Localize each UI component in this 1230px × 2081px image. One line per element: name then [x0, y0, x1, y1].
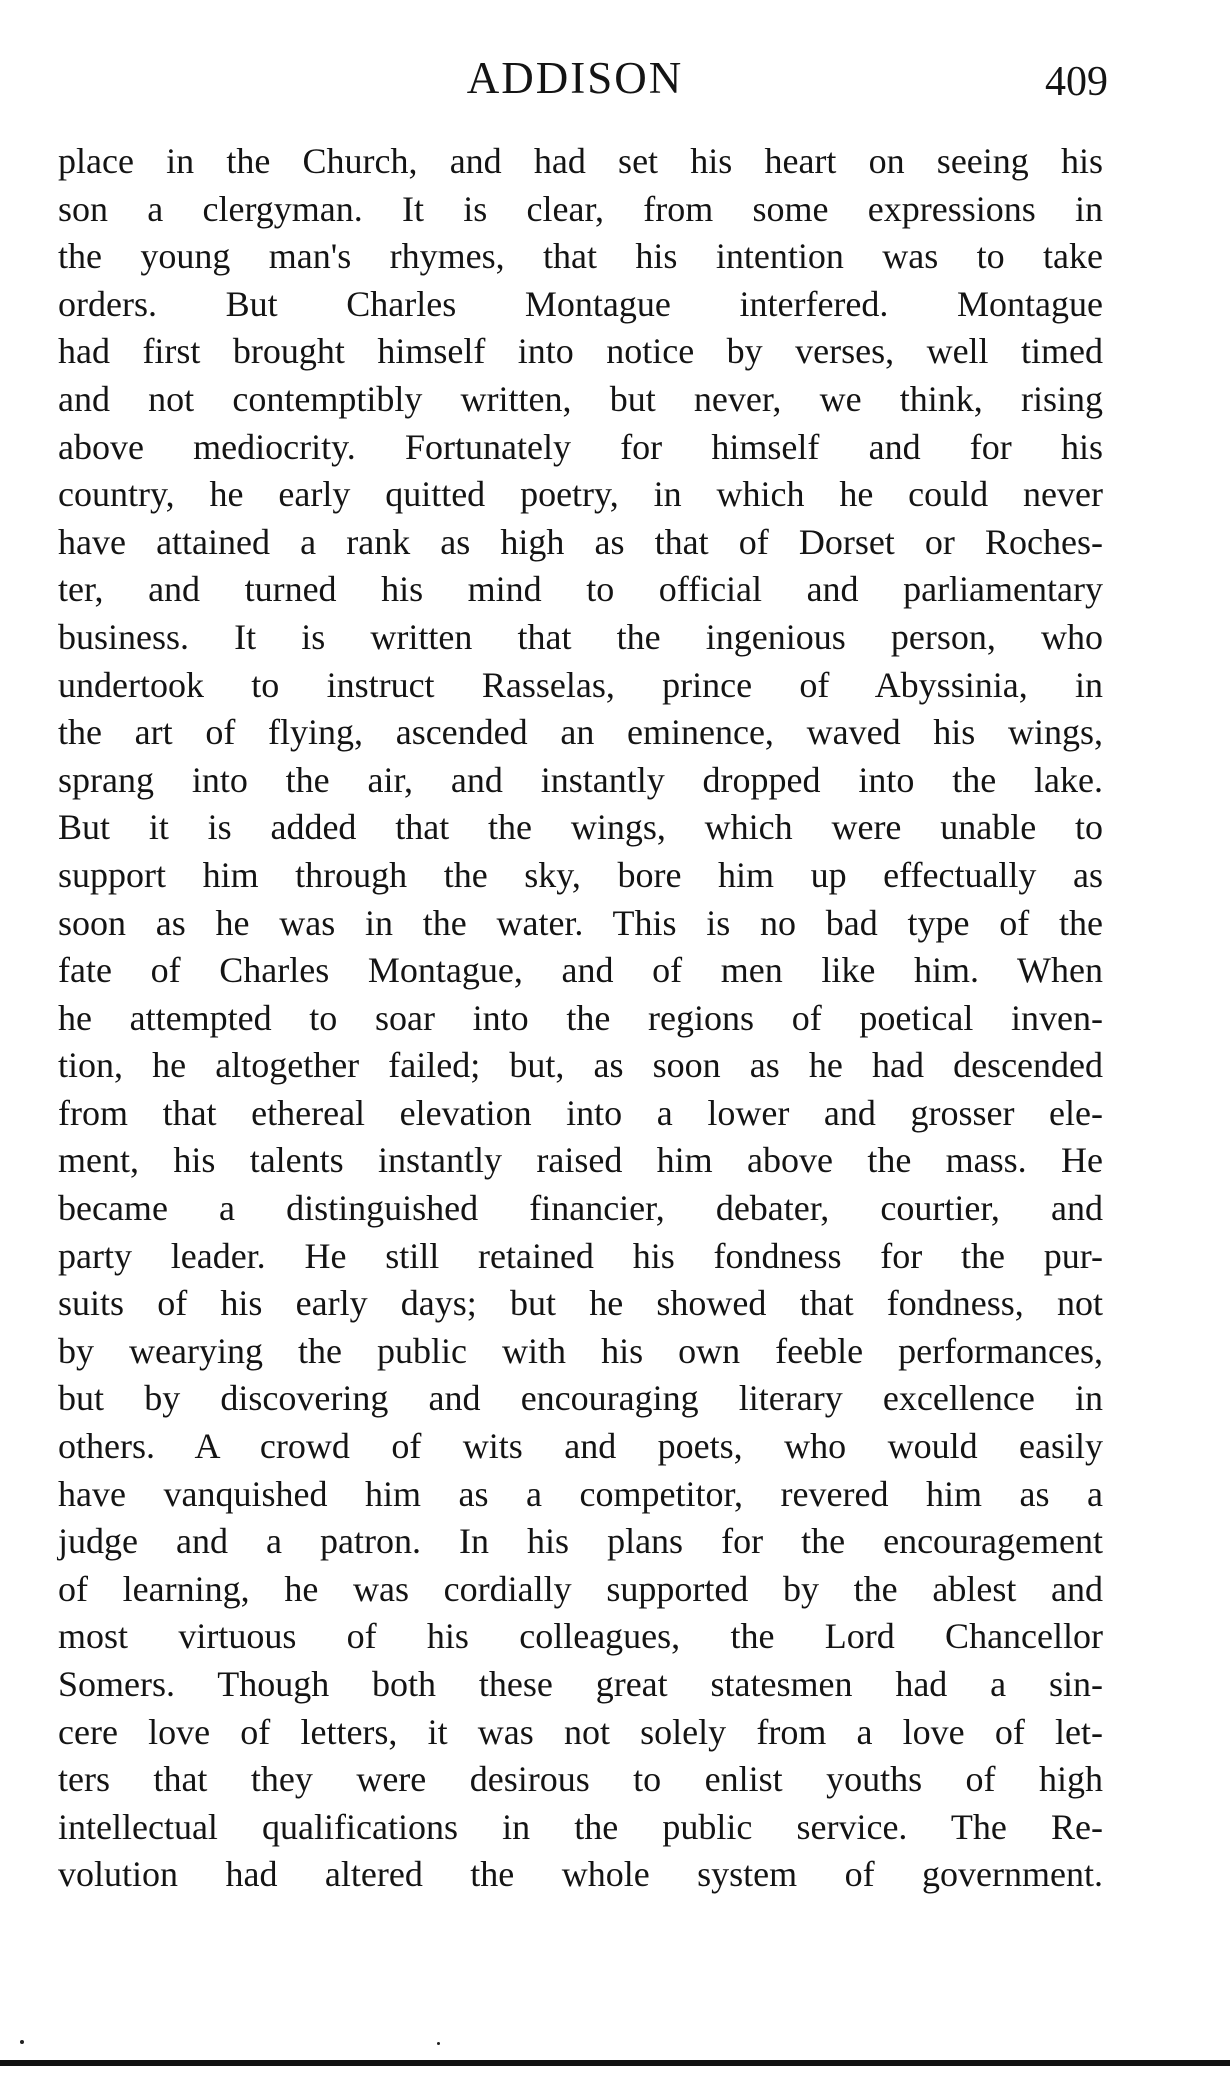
text-line: party leader. He still retained his fondness for the pur- [58, 1235, 1103, 1276]
text-line: But it is added that the wings, which were unable to [58, 807, 1103, 848]
text-line: became a distinguished financier, debater, courtier, and [58, 1188, 1103, 1229]
text-line: volution had altered the whole system of government. [58, 1854, 1103, 1895]
text-line: the young man's rhymes, that his intention was to take [58, 236, 1103, 277]
text-line: fate of Charles Montague, and of men like him. When [58, 950, 1103, 991]
text-line: Somers. Though both these great statesmen had a sin- [58, 1664, 1103, 1704]
text-line: of learning, he was cordially supported by the ablest and [58, 1568, 1103, 1609]
text-line: judge and a patron. In his plans for the encouragement [58, 1521, 1103, 1562]
running-head [0, 52, 1230, 112]
text-line: country, he early quitted poetry, in which he could never [58, 474, 1103, 515]
text-line: by wearying the public with his own feeble performances, [58, 1330, 1103, 1371]
text-line: ter, and turned his mind to official and parliamentary [58, 569, 1103, 610]
text-line: place in the Church, and had set his heart on seeing his [58, 141, 1103, 181]
text-line: suits of his early days; but he showed that fondness, not [58, 1283, 1103, 1324]
text-line: ment, his talents instantly raised him above the mass. He [58, 1140, 1103, 1181]
page-number: 409 [1045, 59, 1108, 105]
text-line: others. A crowd of wits and poets, who would easily [58, 1426, 1103, 1467]
text-line: sprang into the air, and instantly dropped into the lake. [58, 759, 1103, 800]
text-line: intellectual qualifications in the public service. The Re- [58, 1806, 1103, 1847]
text-line: had first brought himself into notice by verses, well timed [58, 331, 1103, 372]
bottom-rule [0, 2060, 1230, 2066]
text-line: cere love of letters, it was not solely from a love of let- [58, 1711, 1103, 1752]
text-line: undertook to instruct Rasselas, prince of Abyssinia, in [58, 664, 1103, 705]
text-line: have attained a rank as high as that of Dorset or Roches- [58, 521, 1103, 562]
print-speck [20, 2040, 24, 2044]
text-line: tion, he altogether failed; but, as soon as he had descended [58, 1045, 1103, 1086]
text-line: above mediocrity. Fortunately for himself and for his [58, 426, 1103, 467]
text-line: he attempted to soar into the regions of poetical inven- [58, 997, 1103, 1038]
text-line: but by discovering and encouraging literary excellence in [58, 1378, 1103, 1419]
print-speck [437, 2042, 440, 2045]
text-line: orders. But Charles Montague interfered. Montague [58, 283, 1103, 324]
text-line: soon as he was in the water. This is no bad type of the [58, 902, 1103, 943]
text-line: ters that they were desirous to enlist youths of high [58, 1759, 1103, 1800]
text-line: most virtuous of his colleagues, the Lord Chancellor [58, 1616, 1103, 1657]
text-line: have vanquished him as a competitor, revered him as a [58, 1473, 1103, 1514]
body-text [58, 138, 1103, 1899]
text-line: son a clergyman. It is clear, from some expressions in [58, 188, 1103, 229]
text-line: the art of flying, ascended an eminence, waved his wings, [58, 712, 1103, 753]
text-line: from that ethereal elevation into a lower and grosser ele- [58, 1092, 1103, 1133]
running-title: ADDISON [466, 53, 684, 103]
text-line: support him through the sky, bore him up effectually as [58, 854, 1103, 895]
text-line: business. It is written that the ingenious person, who [58, 616, 1103, 657]
text-line: and not contemptibly written, but never, we think, rising [58, 378, 1103, 419]
